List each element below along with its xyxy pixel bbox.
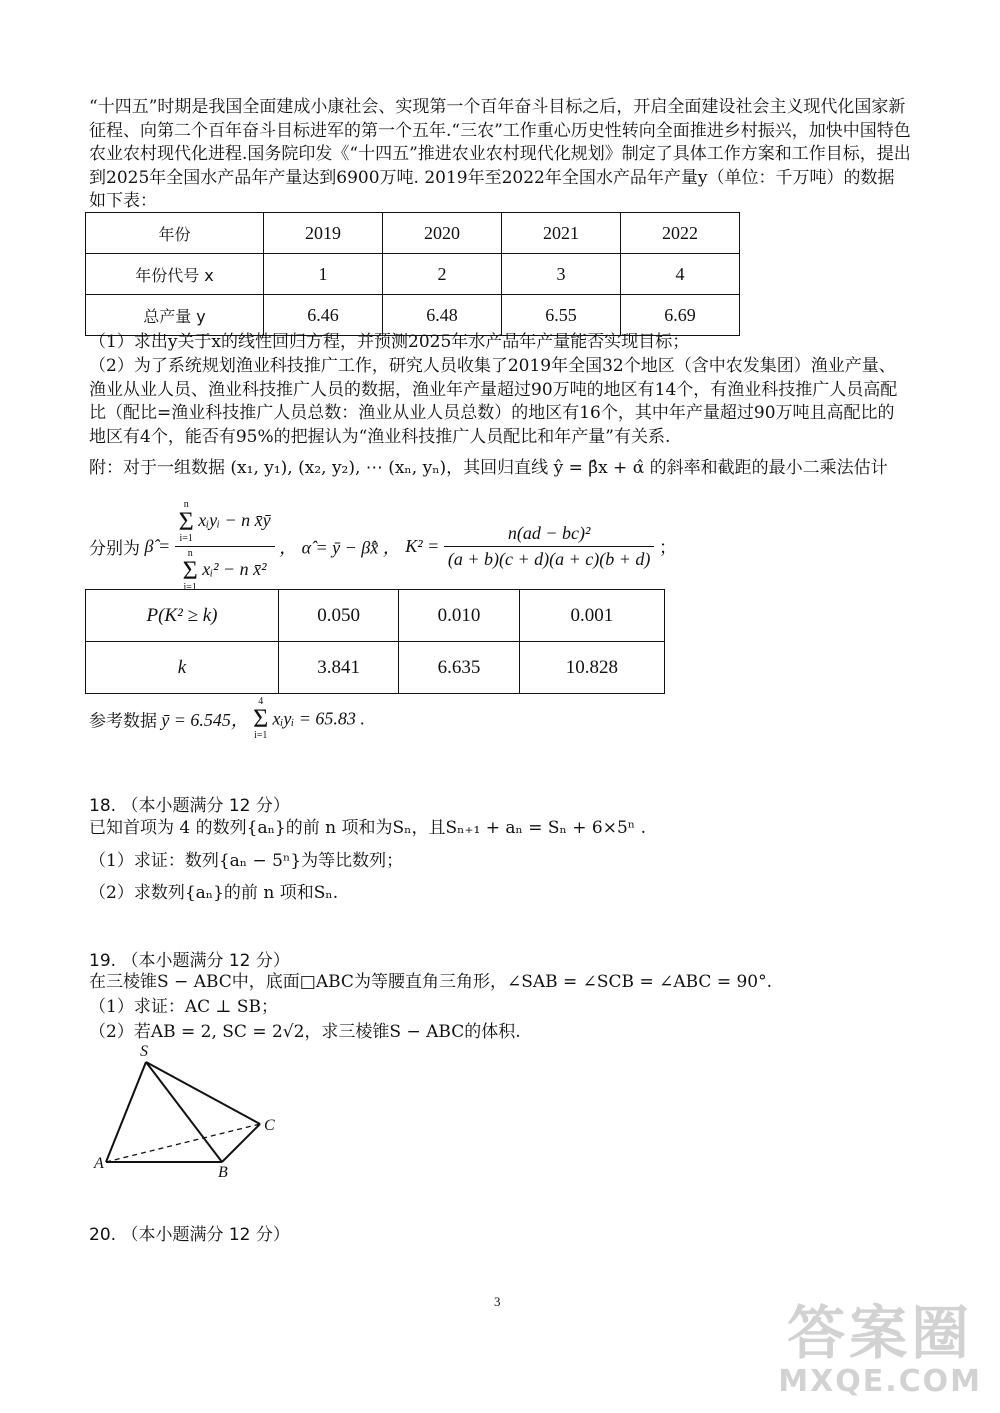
question-19-part-1: （1）求证：AC ⊥ SB； [89,997,279,1017]
alpha-formula: ， α̂ = ȳ − β̂x̄ ， [279,537,401,558]
beta-fraction [175,500,275,593]
table-cell: 0.050 [279,590,399,642]
table-cell: 2020 [383,213,502,254]
k-lhs: K² = [405,536,440,556]
formula-line [89,500,909,593]
appendix-text: 附：对于一组数据 (x₁, y₁), (x₂, y₂), ⋯ (xₙ, yₙ)，其回归直线 ŷ = β̂x + α̂ 的斜率和截距的最小二乘法估计 [89,458,888,478]
edge-sc [146,1062,260,1124]
sum-symbol: n Σ i=1 [182,548,198,593]
production-table [85,212,740,336]
watermark-logo-text: 答案圈 [787,1299,974,1367]
edge-bc [222,1124,260,1162]
sum-symbol: 4 Σ i=1 [253,696,269,741]
pyramid-edges [106,1062,260,1162]
table-cell: 6.69 [621,295,740,336]
table-cell: 0.010 [399,590,519,642]
beta-lhs: β̂ = [144,536,171,556]
k-squared-table [85,589,665,694]
table-cell: 6.55 [502,295,621,336]
watermark [778,1299,982,1399]
table-cell: 3.841 [279,642,399,694]
question-19-text: 在三棱锥S − ABC中，底面□ABC为等腰直角三角形，∠SAB = ∠SCB = ∠ABC = 90°. [89,972,773,992]
table-cell: P(K² ≥ k) [86,590,279,642]
reference-ybar: ȳ = 6.545， [161,710,249,730]
table-row [86,213,740,254]
table-cell: 2 [383,254,502,295]
question-17-part-1: （1）求出y关于x的线性回归方程，并预测2025年水产品年产量能否实现目标； [89,332,690,352]
table-cell: 年份代号 x [86,254,264,295]
label-c: C [264,1117,275,1134]
beta-numerator: xᵢyᵢ − n x̄ȳ [198,510,271,531]
question-19-title: 19. （本小题满分 12 分） [89,951,290,971]
table-cell: 0.001 [519,590,664,642]
table-row [86,590,665,642]
table-cell: 6.635 [399,642,519,694]
beta-denominator: xᵢ² − n x̄² [202,559,267,580]
question-18-part-1: （1）求证：数列{aₙ − 5ⁿ}为等比数列； [89,851,404,871]
table-cell: k [86,642,279,694]
edge-sb [146,1062,222,1162]
table-cell: 2019 [264,213,383,254]
label-b: B [218,1164,228,1180]
question-18-text: 已知首项为 4 的数列{aₙ}的前 n 项和为Sₙ，且Sₙ₊₁ + aₙ = Sₙ + 6×5ⁿ . [89,818,646,838]
question-18-part-2: （2）求数列{aₙ}的前 n 项和Sₙ. [89,883,339,903]
table-cell: 10.828 [519,642,664,694]
edge-ac-hidden [106,1124,260,1162]
k-denominator: (a + b)(c + d)(a + c)(b + d) [447,549,651,569]
formula-end: ； [658,537,677,558]
table-row [86,642,665,694]
formula-prefix: 分别为 [89,539,140,559]
table-row [86,295,740,336]
label-s: S [140,1043,148,1060]
question-18-title: 18. （本小题满分 12 分） [89,796,290,816]
label-a: A [94,1155,104,1172]
table-cell: 4 [621,254,740,295]
table-cell: 年份 [86,213,264,254]
reference-sum: xᵢyᵢ = 65.83 . [272,708,365,729]
table-cell: 6.46 [264,295,383,336]
table-cell: 6.48 [383,295,502,336]
k-numerator: n(ad − bc)² [444,523,655,547]
watermark-url: MXQE.COM [778,1364,982,1399]
table-cell: 3 [502,254,621,295]
sum-symbol: n Σ i=1 [178,499,194,544]
question-17-part-2: （2）为了系统规划渔业科技推广工作，研究人员收集了2019年全国32个地区（含中农发集团）渔业产量、渔业从业人员、渔业科技推广人员的数据，渔业年产量超过90万吨的地区有14个，有渔业科技推广人员高配比（配比=渔业科技推广人员总数：渔业从业人员总数）的地区有16个，其中年产量超过90万吨且高配比的地区有4个，能否有95%的把握认为“渔业科技推广人员配比和年产量”有关系. [89,356,898,447]
pyramid-figure [90,1040,310,1180]
table-cell: 总产量 y [86,295,264,336]
question-20-title: 20. （本小题满分 12 分） [89,1225,290,1245]
table-cell: 2022 [621,213,740,254]
edge-sa [106,1062,146,1162]
k-fraction [444,523,655,570]
table-row [86,254,740,295]
intro-paragraph: “十四五”时期是我国全面建成小康社会、实现第一个百年奋斗目标之后，开启全面建设社会主义现代化国家新征程、向第二个百年奋斗目标进军的第一个五年.“三农”工作重心历史性转向全面推进乡村振兴，加快中国特色农业农村现代化进程.国务院印发《“十四五”推进农业农村现代化规划》制定了具体工作方案和工作目标，提出到2025年全国水产品年产量达到6900万吨. 2019年至2022年全国水产品年产量y（单位：千万吨）的数据如下表： [89,97,911,211]
page-number: 3 [494,1294,501,1309]
question-19-part-2: （2）若AB = 2, SC = 2√2，求三棱锥S − ABC的体积. [89,1022,521,1042]
reference-data [89,697,365,741]
table-cell: 1 [264,254,383,295]
table-cell: 2021 [502,213,621,254]
reference-prefix: 参考数据 [89,711,157,732]
